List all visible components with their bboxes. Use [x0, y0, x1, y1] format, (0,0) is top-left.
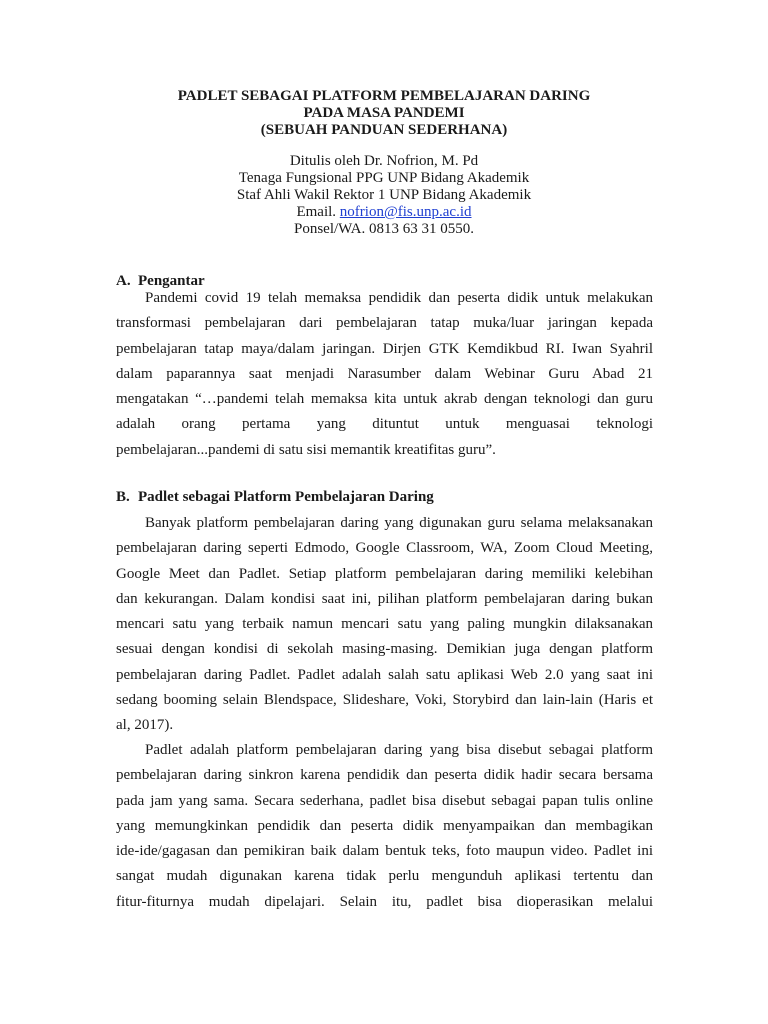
paragraph-line: dalam paparannya saat menjadi Narasumber dalam Webinar Guru Abad 21 — [116, 365, 653, 382]
title-line-2: PADA MASA PANDEMI — [303, 105, 465, 121]
title-line-3: (SEBUAH PANDUAN SEDERHANA) — [260, 122, 508, 138]
section-a-paragraph — [116, 286, 653, 463]
paragraph-line: pembelajaran tatap maya/dalam jaringan. Dirjen GTK Kemdikbud RI. Iwan Syahril — [116, 340, 653, 357]
email-link[interactable]: nofrion@fis.unp.ac.id — [339, 204, 472, 220]
paragraph-line: mengatakan “…pandemi telah memaksa kita untuk akrab dengan teknologi dan guru — [116, 391, 653, 408]
section-b-paragraph-1 — [116, 511, 653, 739]
paragraph-line: Pandemi covid 19 telah memaksa pendidik dan peserta didik untuk melakukan — [145, 290, 653, 306]
author-position: Staf Ahli Wakil Rektor 1 UNP Bidang Akademik — [236, 187, 532, 203]
paragraph-line: sesuai dengan kondisi di sekolah masing-masing. Demikian juga dengan platform — [116, 641, 653, 658]
document-title — [0, 88, 768, 139]
paragraph-line: mencari satu yang terbaik namun mencari satu yang paling mungkin dilaksanakan — [116, 616, 653, 633]
paragraph-line: adalah orang pertama yang dituntut untuk menguasai teknologi — [116, 416, 653, 433]
paragraph-line: Padlet adalah platform pembelajaran daring yang bisa disebut sebagai platform — [145, 742, 653, 758]
paragraph-line: pembelajaran...pandemi di satu sisi memantik kreatifitas guru”. — [116, 441, 496, 458]
author-role: Tenaga Fungsional PPG UNP Bidang Akademik — [238, 170, 530, 186]
paragraph-line: fitur-fiturnya mudah dipelajari. Selain itu, padlet bisa dioperasikan melalui — [116, 893, 653, 910]
email-label: Email. — [296, 204, 340, 220]
paragraph-line: transformasi pembelajaran dari pembelajaran tatap muka/luar jaringan kepada — [116, 315, 653, 332]
section-b-number: B. — [116, 489, 130, 505]
paragraph-line: pembelajaran daring Padlet. Padlet adalah salah satu aplikasi Web 2.0 yang saat ini — [116, 666, 653, 683]
section-b-heading — [116, 489, 434, 506]
paragraph-line: Google Meet dan Padlet. Setiap platform pembelajaran daring memiliki kelebihan — [116, 565, 653, 582]
author-email-line — [0, 204, 768, 221]
section-b-title: Padlet sebagai Platform Pembelajaran Daring — [138, 489, 434, 505]
paragraph-line: sangat mudah digunakan karena tidak perlu mengunduh aplikasi tertentu dan — [116, 868, 653, 885]
author-phone: Ponsel/WA. 0813 63 31 0550. — [294, 221, 474, 237]
author-info — [0, 153, 768, 238]
paragraph-line: al, 2017). — [116, 717, 174, 734]
paragraph-line: yang memungkinkan pendidik dan peserta didik menyampaikan dan membagikan — [116, 817, 653, 834]
title-line-1: PADLET SEBAGAI PLATFORM PEMBELAJARAN DARING — [177, 88, 591, 104]
paragraph-line: sedang booming selain Blendspace, Slideshare, Voki, Storybird dan lain-lain (Haris et — [116, 692, 653, 709]
paragraph-line: Banyak platform pembelajaran daring yang digunakan guru selama melaksanakan — [145, 515, 653, 531]
paragraph-line: ide-ide/gagasan dan pemikiran baik dalam bentuk teks, foto maupun video. Padlet ini — [116, 843, 653, 860]
paragraph-line: dan kekurangan. Dalam kondisi saat ini, pilihan platform pembelajaran daring bukan — [116, 590, 653, 607]
section-a-title: Pengantar — [138, 273, 205, 289]
paragraph-line: pada jam yang sama. Secara sederhana, padlet bisa disebut sebagai papan tulis online — [116, 792, 653, 809]
section-b-paragraph-2 — [116, 738, 653, 915]
author-name: Ditulis oleh Dr. Nofrion, M. Pd — [289, 153, 479, 169]
paragraph-line: pembelajaran daring sinkron karena pendidik dan peserta didik hadir secara bersama — [116, 767, 653, 784]
section-a-number: A. — [116, 273, 131, 289]
paragraph-line: pembelajaran daring seperti Edmodo, Google Classroom, WA, Zoom Cloud Meeting, — [116, 540, 653, 557]
